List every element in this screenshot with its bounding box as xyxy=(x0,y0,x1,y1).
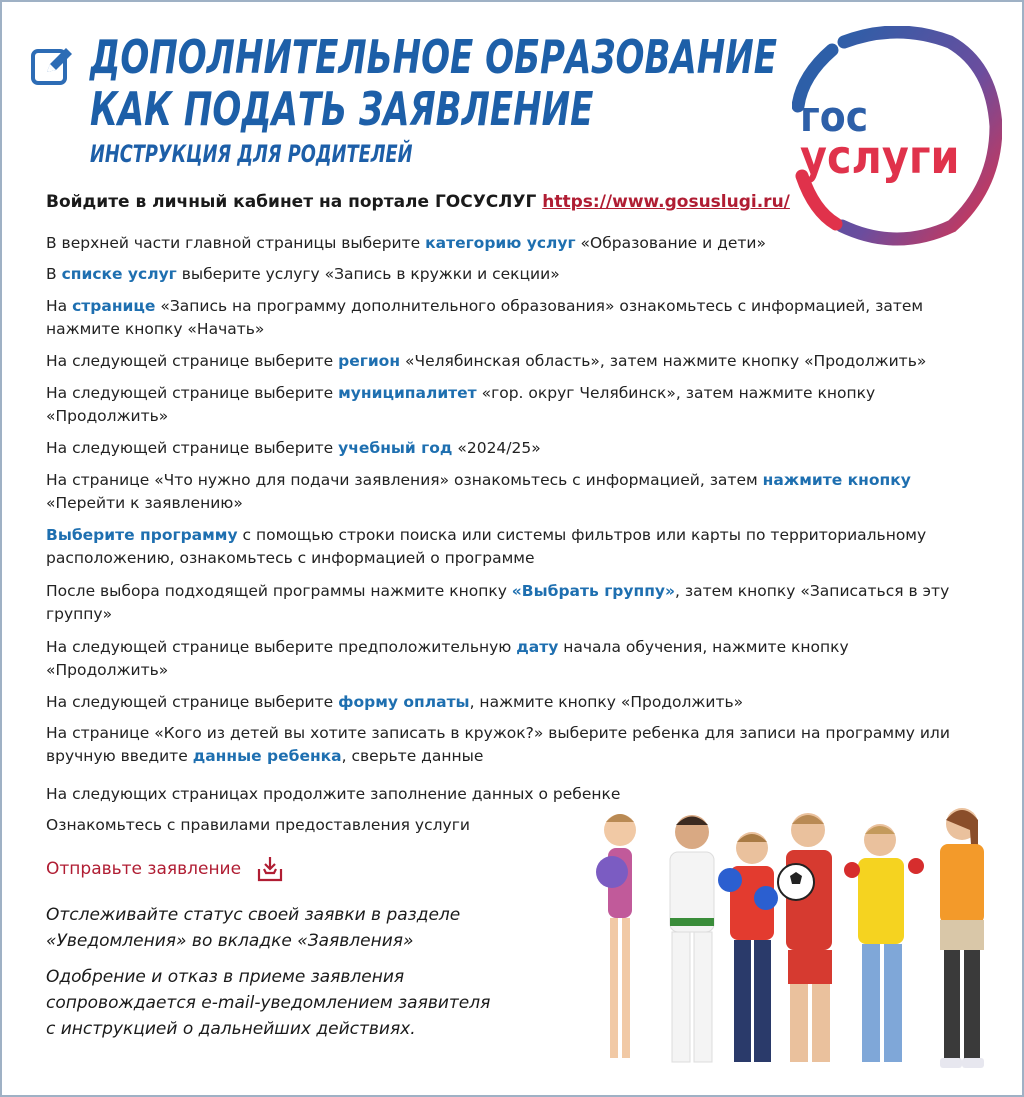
page-subtitle: ИНСТРУКЦИЯ ДЛЯ РОДИТЕЛЕЙ xyxy=(90,140,413,168)
edit-icon xyxy=(30,44,74,88)
step-1: В верхней части главной страницы выберите категорию услуг «Образование и дети» xyxy=(46,234,766,252)
kid-gymnast xyxy=(596,814,636,1058)
step-2-link[interactable]: списке услуг xyxy=(61,265,177,283)
step-5-link[interactable]: муниципалитет xyxy=(338,384,477,402)
step-12-link[interactable]: данные ребенка xyxy=(192,747,342,765)
step-8: Выберите программу с помощью строки поиска или системы фильтров или карты по территориальному расположению, ознакомьтесь с информацией о программе xyxy=(46,526,927,567)
step-10: На следующей странице выберите предположительную дату начала обучения, нажмите кнопку «Продолжить» xyxy=(46,638,849,679)
intro-line xyxy=(46,192,790,212)
step-4-link[interactable]: регион xyxy=(338,352,401,370)
approval-note: Одобрение и отказ в приеме заявления сопровождается e-mail-уведомлением заявителя с инструкцией о дальнейших действиях. xyxy=(46,967,491,1039)
kid-football xyxy=(778,813,832,1062)
step-2: В списке услуг выберите услугу «Запись в кружки и секции» xyxy=(46,265,560,283)
step-9-link[interactable]: «Выбрать группу» xyxy=(511,582,676,600)
step-4: На следующей странице выберите регион «Челябинская область», затем нажмите кнопку «Продолжить» xyxy=(46,352,927,370)
step-7-link[interactable]: нажмите кнопку xyxy=(762,471,911,489)
step-3: На странице «Запись на программу дополнительного образования» ознакомьтесь с информацией, затем нажмите кнопку «Начать» xyxy=(46,297,924,338)
send-application-label: Отправьте заявление xyxy=(46,859,242,879)
send-application[interactable] xyxy=(46,854,285,884)
step-6-link[interactable]: учебный год xyxy=(338,439,453,457)
children-sports-photo xyxy=(590,800,1000,1090)
step-3-link[interactable]: странице xyxy=(72,297,156,315)
kid-boxing xyxy=(718,832,778,1062)
step-12: На странице «Кого из детей вы хотите записать в кружок?» выберите ребенка для записи на программу или вручную введите данные ребенка, сверьте данные xyxy=(46,724,950,765)
step-5: На следующей странице выберите муниципалитет «гор. округ Челябинск», затем нажмите кнопку «Продолжить» xyxy=(46,384,876,425)
kid-roller xyxy=(940,808,984,1068)
page-title-line2: КАК ПОДАТЬ ЗАЯВЛЕНИЕ xyxy=(90,82,594,136)
logo-text-gos: гос xyxy=(800,92,869,141)
step-7: На странице «Что нужно для подачи заявления» ознакомьтесь с информацией, затем нажмите кнопку «Перейти к заявлению» xyxy=(46,471,911,512)
logo-text-uslugi: услуги xyxy=(800,130,960,184)
step-1-link[interactable]: категорию услуг xyxy=(425,234,576,252)
kid-dumbbells xyxy=(844,824,924,1062)
step-11: На следующей странице выберите форму оплаты, нажмите кнопку «Продолжить» xyxy=(46,693,744,711)
kid-karate xyxy=(670,815,714,1062)
tracking-note: Отслеживайте статус своей заявки в разделе «Уведомления» во вкладке «Заявления» xyxy=(46,905,461,951)
step-11-link[interactable]: форму оплаты xyxy=(338,693,470,711)
gosuslugi-link[interactable]: https://www.gosuslugi.ru/ xyxy=(542,192,790,212)
step-10-link[interactable]: дату xyxy=(516,638,559,656)
step-14: Ознакомьтесь с правилами предоставления услуги xyxy=(46,816,470,834)
step-6: На следующей странице выберите учебный год «2024/25» xyxy=(46,439,541,457)
page-title-line1: ДОПОЛНИТЕЛЬНОЕ ОБРАЗОВАНИЕ xyxy=(90,30,777,84)
step-9: После выбора подходящей программы нажмите кнопку «Выбрать группу», затем кнопку «Записаться в эту группу» xyxy=(46,582,950,623)
step-8-link[interactable]: Выберите программу xyxy=(46,526,238,544)
download-tray-icon xyxy=(255,854,285,884)
intro-text: Войдите в личный кабинет на портале ГОСУСЛУГ xyxy=(46,192,543,212)
step-13: На следующих страницах продолжите заполнение данных о ребенке xyxy=(46,785,621,803)
